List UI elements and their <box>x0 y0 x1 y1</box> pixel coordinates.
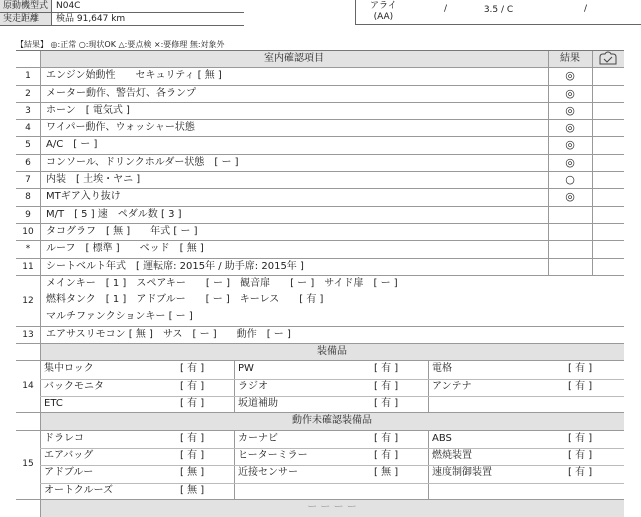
row-text: A/C [ ー ] <box>46 139 98 151</box>
equipment-cell <box>234 379 428 396</box>
equipment-cell <box>428 396 622 413</box>
equipment-cell <box>40 465 234 482</box>
table-row <box>16 120 624 137</box>
equipment-name: ドラレコ <box>44 432 84 444</box>
equipment-value: [ 有 ] <box>374 432 399 444</box>
grade-slash-left: / <box>444 4 448 14</box>
equipment-value: [ 無 ] <box>180 467 205 479</box>
row-number: 14 <box>22 381 34 392</box>
header-icon-cell <box>592 51 624 67</box>
table-row <box>16 155 624 172</box>
row-number: 10 <box>22 226 34 237</box>
table-row <box>16 189 624 206</box>
equipment-cell <box>234 396 428 413</box>
info-row-engine <box>0 0 244 13</box>
equipment-cell <box>234 361 428 378</box>
table-row <box>16 259 624 276</box>
info-row-mileage <box>0 13 244 26</box>
equipment-value: [ 有 ] <box>374 398 399 410</box>
equipment-value: [ 無 ] <box>374 467 399 479</box>
row-text: タコグラフ [ 無 ] 年式 [ ー ] <box>46 225 198 237</box>
equipment-cell <box>40 379 234 396</box>
table-row-air-suspension <box>16 327 624 344</box>
footer-partial-title: ー ー ー ー <box>40 500 624 517</box>
row-text: エアサスリモコン [ 無 ] サス [ ー ] 動作 [ ー ] <box>46 328 291 340</box>
keys-line1: メインキー [ 1 ] スペアキー [ ー ] 観音扉 [ ー ] サイド扉 [ ー ] <box>46 277 398 289</box>
untested-block <box>16 431 624 500</box>
equipment-cell <box>428 483 622 500</box>
equipment-name: 速度制御装置 <box>432 467 492 479</box>
equipment-cell <box>40 431 234 448</box>
equipment-value: [ 有 ] <box>568 467 593 479</box>
footer-partial-header <box>16 500 624 517</box>
row-number: 2 <box>25 88 31 99</box>
info-value: N04C <box>56 1 81 11</box>
equipment-cell <box>428 379 622 396</box>
equipment-cell <box>428 465 622 482</box>
table-row <box>16 207 624 224</box>
row-number: 1 <box>25 71 31 82</box>
row-number: 5 <box>25 140 31 151</box>
equipment-name: ヒーターミラー <box>238 450 308 462</box>
row-result: ○ <box>565 173 575 187</box>
equipment-value: [ 無 ] <box>180 484 205 496</box>
equipment-name: アンテナ <box>432 380 472 392</box>
grade-box <box>355 0 641 25</box>
row-result: ◎ <box>565 86 575 100</box>
equipment-cell <box>234 465 428 482</box>
equipment-cell <box>40 361 234 378</box>
stamp-icon <box>598 52 618 66</box>
table-row <box>16 86 624 103</box>
equipment-name: PW <box>238 363 254 375</box>
row-text: ホーン [ 電気式 ] <box>46 104 130 116</box>
row-number: 13 <box>22 329 34 340</box>
equipment-name: 近接センサー <box>238 467 298 479</box>
inspection-table <box>16 50 624 517</box>
equipment-name: カーナビ <box>238 432 278 444</box>
row-text: エンジン始動性 セキュリティ [ 無 ] <box>46 70 222 82</box>
equipment-value: [ 有 ] <box>568 363 593 375</box>
table-row <box>16 103 624 120</box>
equipment-title: 装備品 <box>40 344 624 360</box>
equipment-cell <box>234 483 428 500</box>
equipment-cell <box>40 483 234 500</box>
vehicle-info-left <box>0 0 244 26</box>
equipment-value: [ 有 ] <box>568 380 593 392</box>
row-result: ◎ <box>565 103 575 117</box>
equipment-cell <box>40 448 234 465</box>
equipment-name: 燃焼装置 <box>432 450 472 462</box>
table-row <box>16 172 624 189</box>
equipment-name: アドブルー <box>44 467 94 479</box>
row-text: ルーフ [ 標準 ] ベッド [ 無 ] <box>46 243 204 255</box>
row-result: ◎ <box>565 121 575 135</box>
row-text: ワイパー動作、ウォッシャー状態 <box>46 122 195 134</box>
row-result: ◎ <box>565 138 575 152</box>
vehicle-info <box>0 0 640 26</box>
equipment-name: ETC <box>44 398 63 410</box>
info-key: 実走距離 <box>0 13 52 25</box>
equipment-name: エアバッグ <box>44 450 94 462</box>
equipment-name: バックモニタ <box>44 380 104 392</box>
header-result: 結果 <box>548 51 592 67</box>
equipment-cell <box>234 448 428 465</box>
equipment-name: 電格 <box>432 363 452 375</box>
row-number: 4 <box>25 123 31 134</box>
row-number: 8 <box>25 192 31 203</box>
equipment-value: [ 有 ] <box>374 450 399 462</box>
equipment-cell <box>428 448 622 465</box>
grade-label-line1: アライ <box>370 1 397 11</box>
row-text: シートベルト年式 [ 運転席: 2015年 / 助手席: 2015年 ] <box>46 260 304 272</box>
header-title: 室内確認項目 <box>40 51 548 67</box>
row-number: 7 <box>25 175 31 186</box>
row-number: 6 <box>25 157 31 168</box>
equipment-value: [ 有 ] <box>180 450 205 462</box>
row-text: メーター動作、警告灯、各ランプ <box>46 87 196 99</box>
equipment-name: ABS <box>432 432 452 444</box>
equipment-name: 坂道補助 <box>238 398 278 410</box>
grade-label-line2: (AA) <box>373 12 394 22</box>
equipment-value: [ 有 ] <box>180 380 205 392</box>
equipment-cell <box>428 361 622 378</box>
grade-value: 3.5 / C <box>483 5 514 15</box>
row-number: 12 <box>22 295 34 306</box>
row-text: M/T [ 5 ] 速 ペダル数 [ 3 ] <box>46 208 182 220</box>
row-number: 11 <box>22 261 34 272</box>
table-row-keys <box>16 276 624 327</box>
equipment-cell <box>428 431 622 448</box>
row-number: 3 <box>25 105 31 116</box>
row-text: 内装 [ 土埃・ヤニ ] <box>46 174 141 186</box>
info-key: 原動機型式 <box>0 0 52 12</box>
untested-header <box>16 413 624 430</box>
keys-line3: マルチファンクションキー [ ー ] <box>46 310 193 322</box>
equipment-value: [ 有 ] <box>180 398 205 410</box>
row-result: ◎ <box>565 155 575 169</box>
row-number: 15 <box>22 458 34 469</box>
equipment-value: [ 有 ] <box>180 363 205 375</box>
table-row <box>16 241 624 258</box>
row-number: * <box>25 244 31 255</box>
equipment-value: [ 有 ] <box>568 432 593 444</box>
row-number: 9 <box>25 209 31 220</box>
equipment-cell <box>234 431 428 448</box>
row-text: コンソール、ドリンクホルダー状態 [ ー ] <box>46 156 239 168</box>
table-header <box>16 51 624 68</box>
equipment-value: [ 有 ] <box>374 363 399 375</box>
equipment-name: ラジオ <box>238 380 268 392</box>
table-row <box>16 68 624 85</box>
equipment-name: 集中ロック <box>44 363 94 375</box>
untested-title: 動作未確認装備品 <box>40 413 624 429</box>
equipment-block <box>16 361 624 413</box>
result-legend: 【結果】 ◎:正常 ○:現状OK △:要点検 ×:要修理 無:対象外 <box>16 40 225 49</box>
equipment-value: [ 有 ] <box>180 432 205 444</box>
table-row <box>16 224 624 241</box>
keys-line2: 燃料タンク [ 1 ] アドブルー [ ー ] キーレス [ 有 ] <box>46 293 324 305</box>
row-result: ◎ <box>565 190 575 204</box>
grade-slash-right: / <box>584 4 588 14</box>
table-row <box>16 137 624 154</box>
row-result: ◎ <box>565 69 575 83</box>
equipment-value: [ 有 ] <box>568 450 593 462</box>
equipment-cell <box>40 396 234 413</box>
equipment-header <box>16 344 624 361</box>
info-value: 検品 91,647 km <box>56 14 126 24</box>
equipment-name: オートクルーズ <box>44 484 113 496</box>
equipment-value: [ 有 ] <box>374 380 399 392</box>
row-text: MTギア入り抜け <box>46 191 121 203</box>
